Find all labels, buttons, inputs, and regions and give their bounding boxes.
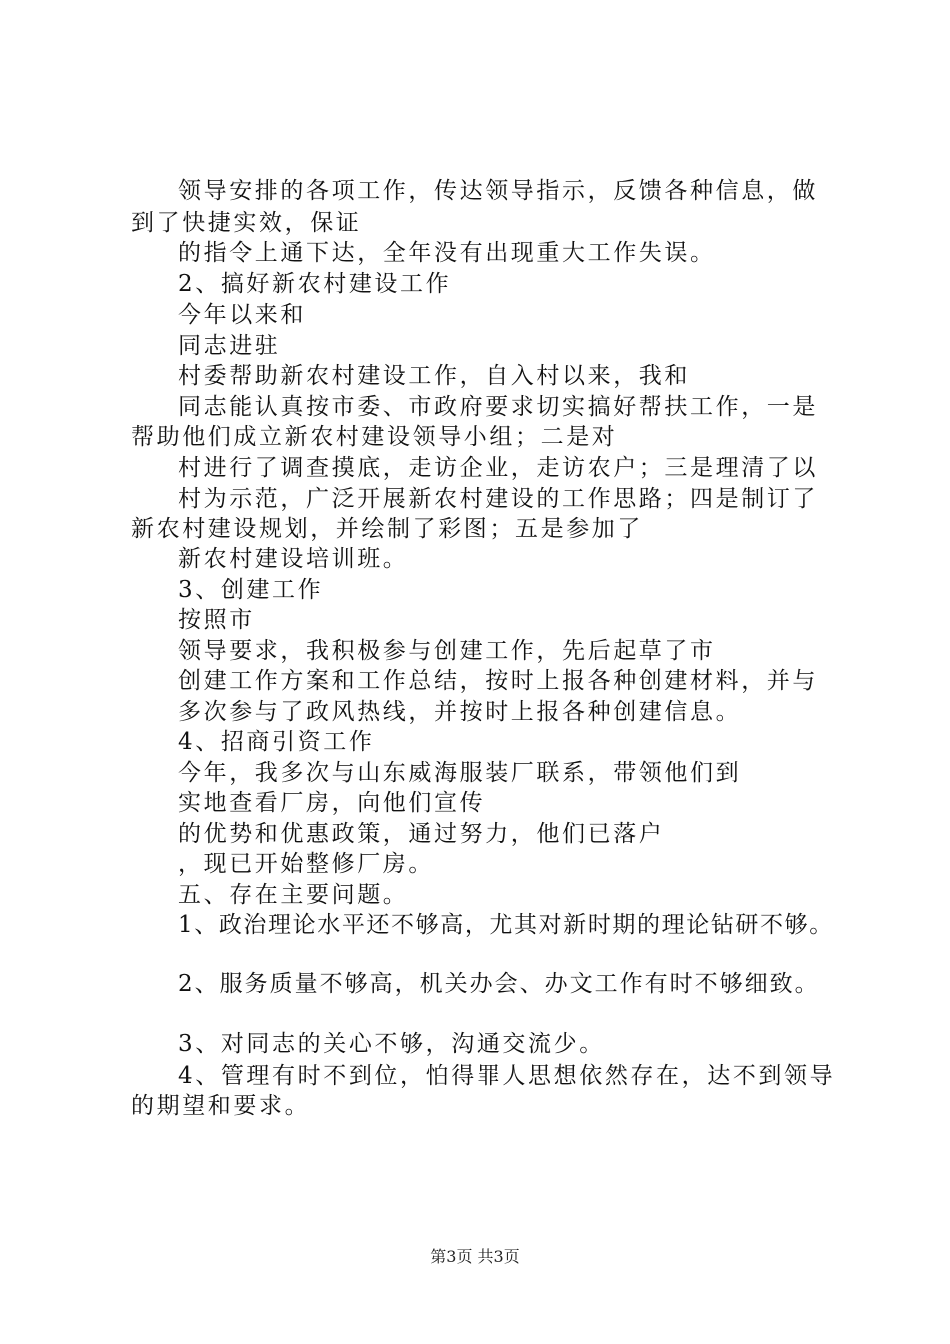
text-line: 帮助他们成立新农村建设领导小组；二是对 [131, 424, 618, 450]
text-line: 的优势和优惠政策，通过努力，他们已落户 [178, 821, 665, 847]
text-line: 今年，我多次与山东威海服装厂联系，带领他们到 [178, 760, 742, 786]
text-line: 的指令上通下达，全年没有出现重大工作失误。 [178, 240, 716, 266]
section-heading: 2、搞好新农村建设工作 [178, 271, 452, 297]
text-line: 创建工作方案和工作总结，按时上报各种创建材料，并与 [178, 668, 818, 694]
text-line: 2、服务质量不够高，机关办会、办文工作有时不够细致。 [178, 971, 820, 997]
text-line: 3、对同志的关心不够，沟通交流少。 [178, 1031, 605, 1057]
text-line: 同志能认真按市委、市政府要求切实搞好帮扶工作，一是 [178, 394, 818, 420]
text-line: 的期望和要求。 [131, 1093, 311, 1119]
text-line: 实地查看厂房，向他们宣传 [178, 790, 486, 816]
text-line: 村委帮助新农村建设工作，自入村以来，我和 [178, 363, 690, 389]
text-line: 村为示范，广泛开展新农村建设的工作思路；四是制订了 [178, 486, 818, 512]
text-line: ，现已开始整修厂房。 [178, 851, 434, 877]
text-line: 领导要求，我积极参与创建工作，先后起草了市 [178, 638, 716, 664]
text-line: 到了快捷实效，保证 [131, 210, 362, 236]
section-heading: 3、创建工作 [178, 577, 324, 603]
page-number: 第3页 共3页 [430, 1247, 520, 1266]
text-line: 今年以来和 [178, 302, 306, 328]
section-heading: 4、招商引资工作 [178, 729, 375, 755]
text-line: 领导安排的各项工作，传达领导指示，反馈各种信息，做 [178, 178, 818, 204]
text-line: 多次参与了政风热线，并按时上报各种创建信息。 [178, 699, 742, 725]
section-heading: 五、存在主要问题。 [178, 882, 409, 908]
text-line: 村进行了调查摸底，走访企业，走访农户；三是理清了以 [178, 455, 818, 481]
text-line: 1、政治理论水平还不够高，尤其对新时期的理论钻研不够。 [178, 912, 834, 938]
text-line: 同志进驻 [178, 333, 281, 359]
text-line: 4、管理有时不到位，怕得罪人思想依然存在，达不到领导 [178, 1063, 836, 1089]
text-line: 新农村建设规划，并绘制了彩图；五是参加了 [131, 516, 643, 542]
text-line: 按照市 [178, 607, 255, 633]
text-line: 新农村建设培训班。 [178, 546, 409, 572]
